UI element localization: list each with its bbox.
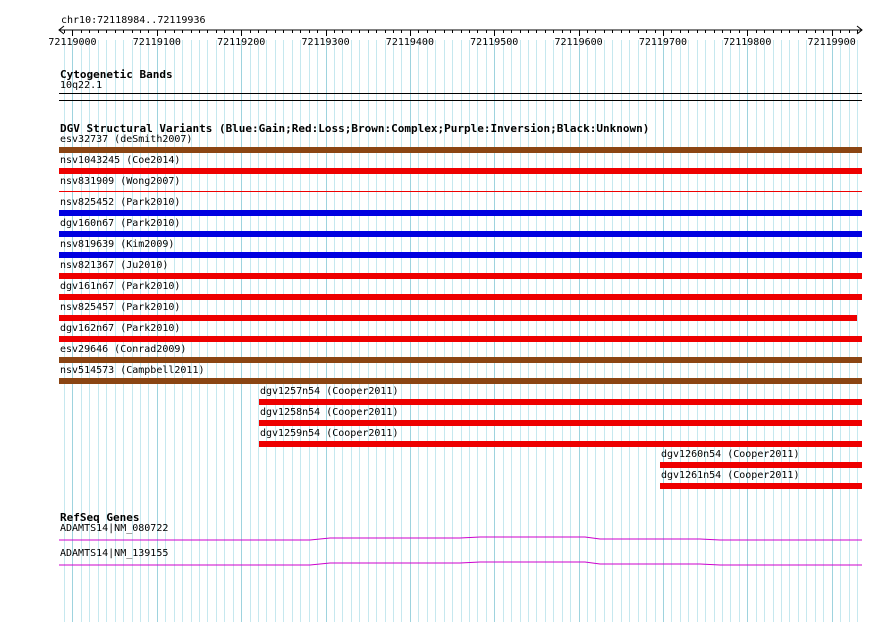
- variant-label[interactable]: dgv162n67 (Park2010): [60, 323, 181, 334]
- variant-label[interactable]: dgv160n67 (Park2010): [60, 218, 181, 229]
- cytoband-label: 10q22.1: [60, 80, 103, 91]
- variant-label[interactable]: esv29646 (Conrad2009): [60, 344, 187, 355]
- variant-label[interactable]: dgv161n67 (Park2010): [60, 281, 181, 292]
- variant-label[interactable]: nsv825452 (Park2010): [60, 197, 181, 208]
- variant-label[interactable]: nsv1043245 (Coe2014): [60, 155, 181, 166]
- ruler-tick-label: 72119900: [807, 37, 856, 48]
- ruler-tick-label: 72119500: [470, 37, 519, 48]
- gene-label[interactable]: ADAMTS14|NM_080722: [60, 523, 169, 534]
- ruler-tick-label: 72119600: [554, 37, 603, 48]
- ruler-tick-label: 72119400: [385, 37, 434, 48]
- ruler-tick-label: 72119300: [301, 37, 350, 48]
- variant-label[interactable]: dgv1261n54 (Cooper2011): [661, 470, 800, 481]
- variant-label[interactable]: nsv831909 (Wong2007): [60, 176, 181, 187]
- variant-label[interactable]: dgv1260n54 (Cooper2011): [661, 449, 800, 460]
- ruler-tick-label: 72119000: [48, 37, 97, 48]
- ruler-tick-label: 72119200: [217, 37, 266, 48]
- variant-label[interactable]: esv32737 (deSmith2007): [60, 134, 193, 145]
- ruler-region-label: chr10:72118984..72119936: [61, 15, 206, 26]
- ruler-tick-label: 72119800: [723, 37, 772, 48]
- refseq-track-title: RefSeq Genes: [60, 511, 140, 524]
- variant-label[interactable]: dgv1259n54 (Cooper2011): [260, 428, 399, 439]
- variant-label[interactable]: dgv1257n54 (Cooper2011): [260, 386, 399, 397]
- gene-model[interactable]: [59, 562, 862, 565]
- ruler-tick-label: 72119700: [638, 37, 688, 48]
- gene-model[interactable]: [59, 537, 862, 540]
- dgv-track-title: DGV Structural Variants (Blue:Gain;Red:Loss;Brown:Complex;Purple:Inversion;Black:Unknown): [60, 122, 650, 135]
- gene-label[interactable]: ADAMTS14|NM_139155: [60, 548, 169, 559]
- ruler-tick-label: 72119100: [132, 37, 181, 48]
- variant-label[interactable]: nsv514573 (Campbell2011): [60, 365, 205, 376]
- variant-label[interactable]: nsv825457 (Park2010): [60, 302, 181, 313]
- variant-label[interactable]: nsv819639 (Kim2009): [60, 239, 175, 250]
- variant-label[interactable]: dgv1258n54 (Cooper2011): [260, 407, 399, 418]
- variant-label[interactable]: nsv821367 (Ju2010): [60, 260, 169, 271]
- cytoband-track-title: Cytogenetic Bands: [60, 68, 173, 81]
